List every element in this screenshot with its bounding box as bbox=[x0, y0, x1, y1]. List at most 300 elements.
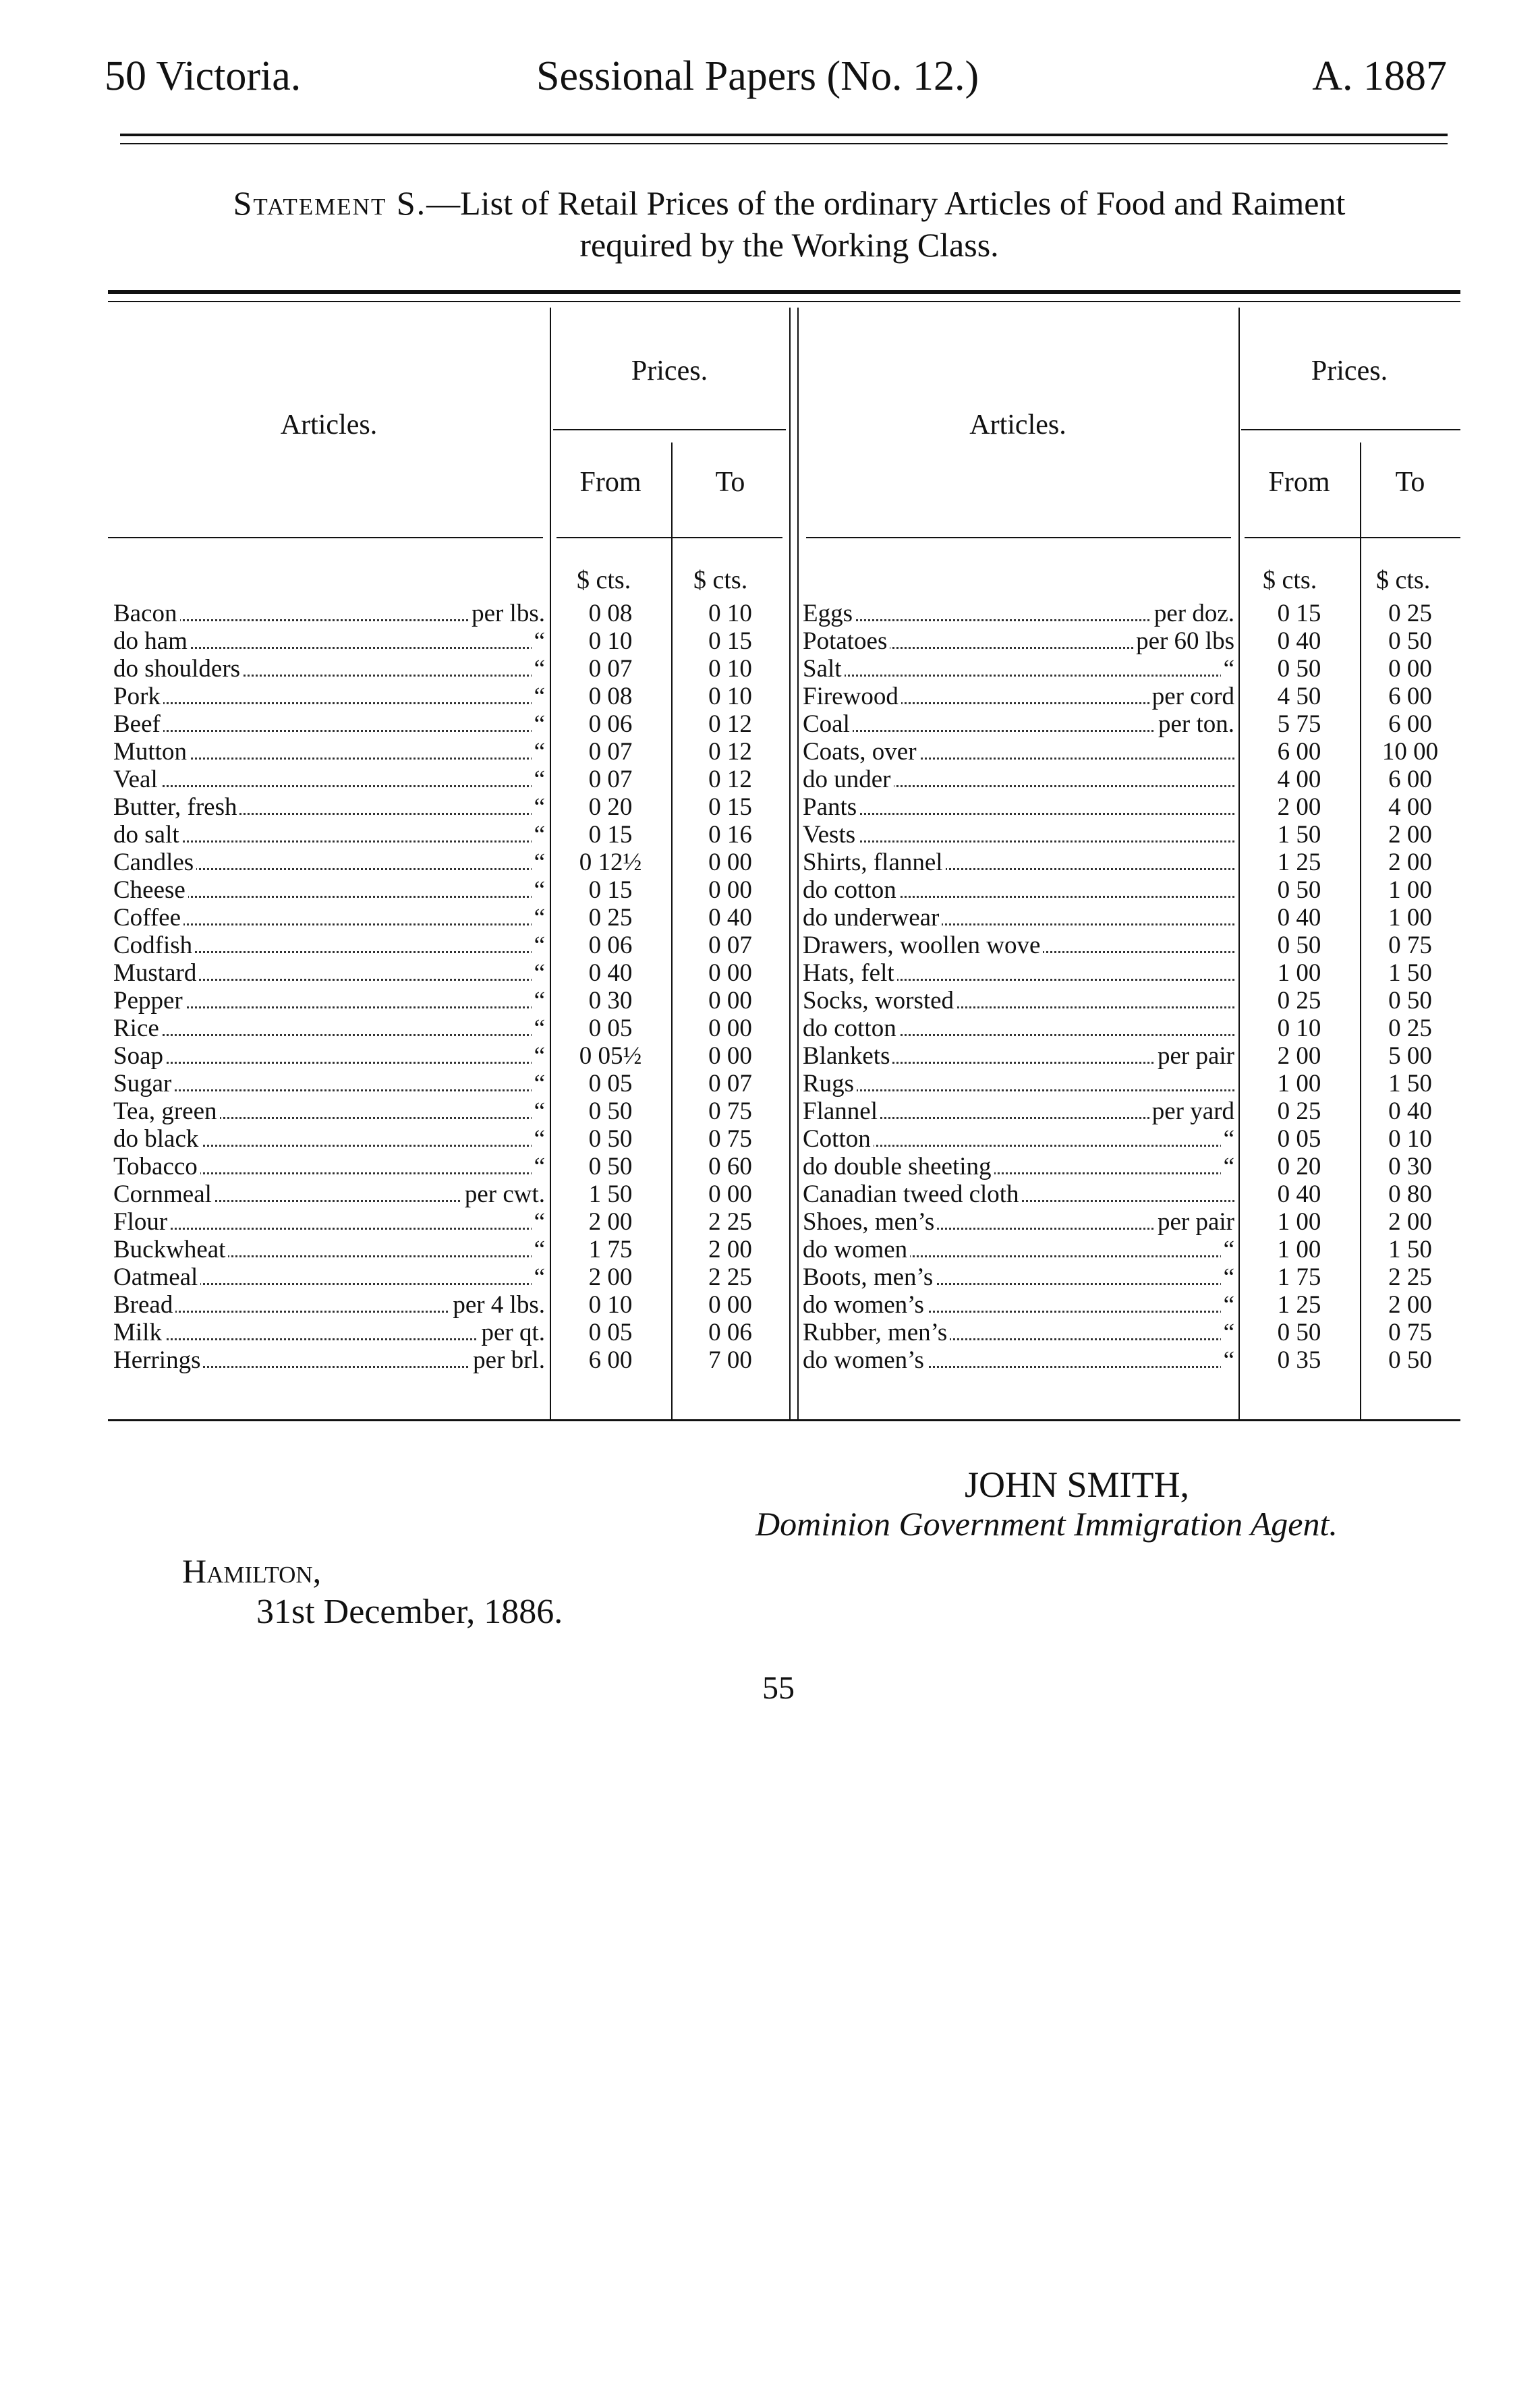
article-name: do ham bbox=[113, 627, 190, 654]
table-row bbox=[108, 1235, 1460, 1263]
article-unit: “ bbox=[532, 1152, 545, 1180]
articles-header: Articles. bbox=[969, 409, 1066, 440]
header-bottom-rule bbox=[108, 537, 543, 538]
article-unit: per 60 lbs bbox=[1133, 627, 1234, 654]
price-from: 0 05 bbox=[588, 1319, 633, 1346]
article-unit: “ bbox=[532, 793, 545, 820]
statement-title-line2: required by the Working Class. bbox=[579, 226, 999, 264]
price-from: 0 05 bbox=[588, 1070, 633, 1097]
price-from: 0 50 bbox=[1277, 932, 1321, 959]
article-cell bbox=[803, 959, 1234, 986]
article-name: Potatoes bbox=[803, 627, 890, 654]
price-to: 2 25 bbox=[708, 1263, 752, 1291]
article-name: do salt bbox=[113, 821, 182, 848]
price-to: 2 00 bbox=[1388, 1291, 1432, 1319]
table-row bbox=[108, 765, 1460, 793]
article-cell bbox=[803, 793, 1234, 820]
article-cell bbox=[803, 627, 1234, 654]
article-name: Mustard bbox=[113, 959, 199, 986]
price-from: 0 20 bbox=[1277, 1153, 1321, 1180]
article-name: Eggs bbox=[803, 600, 855, 627]
article-name: Tobacco bbox=[113, 1153, 200, 1180]
article-unit: per ton. bbox=[1156, 710, 1234, 737]
statement-label: Statement S. bbox=[233, 184, 427, 222]
table-row bbox=[108, 1152, 1460, 1180]
prices-header: Prices. bbox=[631, 355, 708, 387]
price-to: 6 00 bbox=[1388, 683, 1432, 710]
article-cell bbox=[803, 710, 1234, 737]
price-from: 1 25 bbox=[1277, 1291, 1321, 1319]
price-from: 0 30 bbox=[588, 987, 633, 1015]
table-row bbox=[108, 1041, 1460, 1069]
article-cell bbox=[803, 1207, 1234, 1235]
price-from: 0 50 bbox=[588, 1125, 633, 1153]
price-to: 0 50 bbox=[1388, 1346, 1432, 1374]
article-name: Firewood bbox=[803, 683, 901, 710]
article-name: Candles bbox=[113, 849, 196, 876]
table-row bbox=[108, 627, 1460, 654]
article-cell bbox=[803, 903, 1234, 931]
article-name: do cotton bbox=[803, 1015, 899, 1041]
price-to: 2 00 bbox=[1388, 849, 1432, 876]
article-unit: “ bbox=[532, 654, 545, 682]
table-row bbox=[108, 793, 1460, 820]
price-to: 10 00 bbox=[1381, 738, 1439, 766]
article-name: Pepper bbox=[113, 987, 186, 1014]
place: Hamilton, bbox=[182, 1552, 322, 1590]
article-unit: “ bbox=[1221, 1346, 1234, 1373]
table-row bbox=[108, 959, 1460, 986]
article-cell bbox=[803, 1152, 1234, 1180]
article-name: Milk bbox=[113, 1319, 165, 1346]
price-from: 4 00 bbox=[1277, 766, 1321, 793]
article-unit: per cord bbox=[1149, 682, 1234, 710]
table-row bbox=[108, 654, 1460, 682]
table-bottom-rule bbox=[108, 1419, 1460, 1421]
article-name: Hats, felt bbox=[803, 959, 897, 986]
article-name: Herrings bbox=[113, 1346, 203, 1373]
header-bottom-rule bbox=[557, 537, 782, 538]
article-unit: per yard bbox=[1149, 1097, 1234, 1124]
article-cell bbox=[803, 820, 1234, 848]
price-from: 1 00 bbox=[1277, 1070, 1321, 1097]
article-cell bbox=[803, 1180, 1234, 1207]
price-to: 0 10 bbox=[708, 655, 752, 683]
article-name: do shoulders bbox=[113, 655, 243, 682]
price-from: 0 40 bbox=[588, 959, 633, 987]
price-from: 0 25 bbox=[1277, 987, 1321, 1015]
price-from: 0 50 bbox=[588, 1097, 633, 1125]
article-unit: “ bbox=[532, 903, 545, 931]
article-name: do under bbox=[803, 766, 894, 793]
price-from: 2 00 bbox=[588, 1208, 633, 1236]
price-to: 1 50 bbox=[1388, 1236, 1432, 1263]
article-unit: “ bbox=[1221, 1152, 1234, 1180]
page-header bbox=[105, 53, 1447, 107]
article-unit: per doz. bbox=[1151, 599, 1234, 627]
table-row bbox=[108, 1180, 1460, 1207]
article-name: do women’s bbox=[803, 1291, 927, 1318]
price-from: 2 00 bbox=[1277, 793, 1321, 821]
price-from: 0 15 bbox=[1277, 600, 1321, 627]
article-name: Codfish bbox=[113, 932, 195, 959]
price-to: 1 50 bbox=[1388, 1070, 1432, 1097]
article-name: Bread bbox=[113, 1291, 175, 1318]
article-cell bbox=[803, 931, 1234, 959]
table-row bbox=[108, 1069, 1460, 1097]
prices-header: Prices. bbox=[1311, 355, 1388, 387]
price-to: 0 50 bbox=[1388, 987, 1432, 1015]
price-to: 0 25 bbox=[1388, 1015, 1432, 1042]
table-row bbox=[108, 1097, 1460, 1124]
price-to: 0 00 bbox=[708, 1180, 752, 1208]
article-name: Coffee bbox=[113, 904, 183, 931]
price-to: 1 00 bbox=[1388, 904, 1432, 932]
header-rule bbox=[120, 134, 1448, 136]
article-unit: “ bbox=[1221, 1290, 1234, 1318]
table-row bbox=[108, 710, 1460, 737]
article-cell bbox=[803, 1124, 1234, 1152]
article-cell bbox=[803, 876, 1234, 903]
article-cell bbox=[803, 737, 1234, 765]
header-bottom-rule bbox=[1245, 537, 1460, 538]
unit-label: $ cts. bbox=[693, 566, 748, 594]
article-cell bbox=[803, 1318, 1234, 1346]
leader-dots bbox=[803, 1089, 1234, 1091]
from-header: From bbox=[1268, 467, 1330, 498]
article-unit: “ bbox=[532, 820, 545, 848]
price-to: 0 00 bbox=[708, 849, 752, 876]
articles-header: Articles. bbox=[280, 409, 378, 440]
article-unit: “ bbox=[1221, 1124, 1234, 1152]
price-from: 0 35 bbox=[1277, 1346, 1321, 1374]
price-from: 0 05 bbox=[1277, 1125, 1321, 1153]
table-row bbox=[108, 820, 1460, 848]
article-name: Canadian tweed cloth bbox=[803, 1180, 1022, 1207]
price-to: 0 00 bbox=[1388, 655, 1432, 683]
price-to: 2 00 bbox=[1388, 821, 1432, 849]
price-from: 0 25 bbox=[1277, 1097, 1321, 1125]
price-from: 0 06 bbox=[588, 932, 633, 959]
header-bottom-rule bbox=[806, 537, 1231, 538]
table-row bbox=[108, 1318, 1460, 1346]
article-unit: “ bbox=[1221, 654, 1234, 682]
prices-rule bbox=[1241, 429, 1460, 430]
table-row bbox=[108, 931, 1460, 959]
article-cell bbox=[803, 1290, 1234, 1318]
price-from: 6 00 bbox=[588, 1346, 633, 1374]
price-to: 0 00 bbox=[708, 987, 752, 1015]
article-name: Salt bbox=[803, 655, 845, 682]
table-row bbox=[108, 737, 1460, 765]
price-to: 0 75 bbox=[1388, 932, 1432, 959]
to-header: To bbox=[1395, 467, 1425, 498]
price-to: 0 06 bbox=[708, 1319, 752, 1346]
price-to: 0 07 bbox=[708, 1070, 752, 1097]
price-from: 0 40 bbox=[1277, 904, 1321, 932]
price-to: 0 80 bbox=[1388, 1180, 1432, 1208]
article-cell bbox=[803, 654, 1234, 682]
price-from: 5 75 bbox=[1277, 710, 1321, 738]
article-cell bbox=[803, 986, 1234, 1014]
price-to: 0 15 bbox=[708, 627, 752, 655]
article-cell bbox=[803, 1346, 1234, 1373]
unit-label: $ cts. bbox=[1376, 566, 1431, 594]
article-name: Flour bbox=[113, 1208, 170, 1235]
table-row bbox=[108, 1263, 1460, 1290]
article-unit: “ bbox=[1221, 1263, 1234, 1290]
price-to: 0 00 bbox=[708, 1015, 752, 1042]
article-unit: “ bbox=[532, 1041, 545, 1069]
article-unit: “ bbox=[532, 931, 545, 959]
price-to: 1 50 bbox=[1388, 959, 1432, 987]
price-to: 0 40 bbox=[1388, 1097, 1432, 1125]
article-cell bbox=[803, 1041, 1234, 1069]
price-from: 0 07 bbox=[588, 738, 633, 766]
price-from: 0 05½ bbox=[579, 1042, 642, 1070]
leader-dots bbox=[803, 675, 1234, 677]
price-from: 0 15 bbox=[588, 876, 633, 904]
price-from: 1 00 bbox=[1277, 1236, 1321, 1263]
article-cell bbox=[803, 1097, 1234, 1124]
price-to: 0 12 bbox=[708, 766, 752, 793]
price-to: 0 00 bbox=[708, 959, 752, 987]
table-row bbox=[108, 876, 1460, 903]
price-from: 0 10 bbox=[1277, 1015, 1321, 1042]
price-from: 0 07 bbox=[588, 766, 633, 793]
price-from: 0 50 bbox=[1277, 1319, 1321, 1346]
article-name: do double sheeting bbox=[803, 1153, 994, 1180]
article-name: Rugs bbox=[803, 1070, 857, 1097]
statement-title-line1: —List of Retail Prices of the ordinary Articles of Food and Raiment bbox=[426, 184, 1346, 222]
article-name: Flannel bbox=[803, 1097, 880, 1124]
price-to: 6 00 bbox=[1388, 710, 1432, 738]
price-from: 1 00 bbox=[1277, 959, 1321, 987]
table-row bbox=[108, 599, 1460, 627]
price-to: 0 75 bbox=[708, 1125, 752, 1153]
price-to: 0 00 bbox=[708, 876, 752, 904]
article-unit: “ bbox=[532, 682, 545, 710]
article-unit: “ bbox=[532, 986, 545, 1014]
page-number: 55 bbox=[762, 1670, 795, 1706]
article-name: Cornmeal bbox=[113, 1180, 215, 1207]
price-from: 0 15 bbox=[588, 821, 633, 849]
article-unit: “ bbox=[1221, 1318, 1234, 1346]
signatory-name: JOHN SMITH, bbox=[965, 1464, 1190, 1505]
price-to: 6 00 bbox=[1388, 766, 1432, 793]
article-name: Shoes, men’s bbox=[803, 1208, 937, 1235]
article-unit: per pair bbox=[1155, 1207, 1234, 1235]
article-name: do women bbox=[803, 1236, 910, 1263]
price-to: 2 25 bbox=[708, 1208, 752, 1236]
price-to: 0 10 bbox=[708, 683, 752, 710]
prices-rule bbox=[553, 429, 786, 430]
table-row bbox=[108, 682, 1460, 710]
from-header: From bbox=[579, 467, 641, 498]
article-name: Shirts, flannel bbox=[803, 849, 946, 876]
article-name: Coal bbox=[803, 710, 853, 737]
article-cell bbox=[803, 765, 1234, 793]
price-from: 0 07 bbox=[588, 655, 633, 683]
article-unit: per qt. bbox=[478, 1318, 545, 1346]
article-unit: per 4 lbs. bbox=[450, 1290, 545, 1318]
price-table bbox=[108, 308, 1460, 1421]
article-name: Vests bbox=[803, 821, 858, 848]
publication-label: Sessional Papers (No. 12.) bbox=[536, 53, 979, 99]
article-name: Pants bbox=[803, 793, 859, 820]
article-unit: “ bbox=[532, 1263, 545, 1290]
price-from: 0 12½ bbox=[579, 849, 642, 876]
price-to: 0 12 bbox=[708, 710, 752, 738]
table-row bbox=[108, 1014, 1460, 1041]
article-name: Oatmeal bbox=[113, 1263, 200, 1290]
price-from: 0 08 bbox=[588, 600, 633, 627]
article-cell bbox=[803, 1069, 1234, 1097]
leader-dots bbox=[803, 813, 1234, 815]
article-name: do underwear bbox=[803, 904, 942, 931]
price-from: 0 06 bbox=[588, 710, 633, 738]
article-name: Beef bbox=[113, 710, 163, 737]
article-name: Socks, worsted bbox=[803, 987, 957, 1014]
price-from: 1 50 bbox=[1277, 821, 1321, 849]
price-from: 1 75 bbox=[588, 1236, 633, 1263]
article-name: Mutton bbox=[113, 738, 190, 765]
price-from: 0 50 bbox=[588, 1153, 633, 1180]
price-from: 1 50 bbox=[588, 1180, 633, 1208]
price-from: 0 05 bbox=[588, 1015, 633, 1042]
price-to: 2 25 bbox=[1388, 1263, 1432, 1291]
price-to: 0 10 bbox=[708, 600, 752, 627]
unit-label: $ cts. bbox=[577, 566, 631, 594]
article-cell bbox=[803, 682, 1234, 710]
table-row bbox=[108, 903, 1460, 931]
table-row bbox=[108, 1290, 1460, 1318]
article-unit: “ bbox=[532, 1124, 545, 1152]
article-cell bbox=[803, 1263, 1234, 1290]
article-name: do cotton bbox=[803, 876, 899, 903]
date: 31st December, 1886. bbox=[256, 1593, 563, 1631]
price-from: 0 10 bbox=[588, 1291, 633, 1319]
price-from: 0 50 bbox=[1277, 876, 1321, 904]
session-label: 50 Victoria. bbox=[105, 53, 302, 99]
signatory-title: Dominion Government Immigration Agent. bbox=[755, 1505, 1338, 1543]
price-from: 0 25 bbox=[588, 904, 633, 932]
article-name: Blankets bbox=[803, 1042, 892, 1069]
price-to: 4 00 bbox=[1388, 793, 1432, 821]
article-name: Boots, men’s bbox=[803, 1263, 936, 1290]
unit-label: $ cts. bbox=[1263, 566, 1317, 594]
price-from: 2 00 bbox=[588, 1263, 633, 1291]
leader-dots bbox=[803, 840, 1234, 843]
article-name: Cheese bbox=[113, 876, 188, 903]
price-from: 0 20 bbox=[588, 793, 633, 821]
article-unit: “ bbox=[532, 737, 545, 765]
price-to: 0 15 bbox=[708, 793, 752, 821]
price-to: 2 00 bbox=[708, 1236, 752, 1263]
price-to: 0 07 bbox=[708, 932, 752, 959]
price-from: 0 40 bbox=[1277, 627, 1321, 655]
table-row bbox=[108, 1124, 1460, 1152]
article-unit: “ bbox=[532, 1235, 545, 1263]
price-from: 0 50 bbox=[1277, 655, 1321, 683]
article-name: Bacon bbox=[113, 600, 180, 627]
statement-title bbox=[118, 182, 1460, 266]
price-from: 0 08 bbox=[588, 683, 633, 710]
price-to: 2 00 bbox=[1388, 1208, 1432, 1236]
price-to: 0 10 bbox=[1388, 1125, 1432, 1153]
article-name: Sugar bbox=[113, 1070, 174, 1097]
article-cell bbox=[803, 848, 1234, 876]
price-to: 0 25 bbox=[1388, 600, 1432, 627]
price-to: 0 75 bbox=[708, 1097, 752, 1125]
table-row bbox=[108, 848, 1460, 876]
article-name: Butter, fresh bbox=[113, 793, 239, 820]
article-name: Pork bbox=[113, 683, 163, 710]
price-from: 0 40 bbox=[1277, 1180, 1321, 1208]
table-row bbox=[108, 1346, 1460, 1373]
article-name: do women’s bbox=[803, 1346, 927, 1373]
price-to: 1 00 bbox=[1388, 876, 1432, 904]
table-top-rule bbox=[108, 290, 1460, 294]
article-name: Coats, over bbox=[803, 738, 919, 765]
price-to: 0 40 bbox=[708, 904, 752, 932]
price-to: 0 12 bbox=[708, 738, 752, 766]
article-cell bbox=[803, 1235, 1234, 1263]
price-from: 1 00 bbox=[1277, 1208, 1321, 1236]
article-name: Rubber, men’s bbox=[803, 1319, 950, 1346]
article-unit: “ bbox=[532, 1207, 545, 1235]
price-from: 4 50 bbox=[1277, 683, 1321, 710]
article-unit: “ bbox=[532, 876, 545, 903]
price-to: 0 50 bbox=[1388, 627, 1432, 655]
article-unit: “ bbox=[532, 1014, 545, 1041]
price-to: 0 16 bbox=[708, 821, 752, 849]
price-to: 0 30 bbox=[1388, 1153, 1432, 1180]
price-to: 0 60 bbox=[708, 1153, 752, 1180]
article-unit: “ bbox=[532, 710, 545, 737]
article-unit: “ bbox=[532, 1069, 545, 1097]
article-unit: “ bbox=[532, 848, 545, 876]
article-unit: per lbs. bbox=[469, 599, 545, 627]
price-to: 0 75 bbox=[1388, 1319, 1432, 1346]
year-label: A. 1887 bbox=[1312, 53, 1447, 99]
article-unit: “ bbox=[532, 959, 545, 986]
article-cell bbox=[803, 1014, 1234, 1041]
article-unit: per brl. bbox=[470, 1346, 545, 1373]
to-header: To bbox=[715, 467, 745, 498]
price-from: 2 00 bbox=[1277, 1042, 1321, 1070]
article-name: Tea, green bbox=[113, 1097, 220, 1124]
article-unit: per pair bbox=[1155, 1041, 1234, 1069]
article-name: Rice bbox=[113, 1015, 162, 1041]
article-name: Soap bbox=[113, 1042, 166, 1069]
price-from: 0 10 bbox=[588, 627, 633, 655]
article-unit: per cwt. bbox=[462, 1180, 545, 1207]
price-to: 5 00 bbox=[1388, 1042, 1432, 1070]
price-from: 6 00 bbox=[1277, 738, 1321, 766]
price-from: 1 25 bbox=[1277, 849, 1321, 876]
article-cell bbox=[803, 599, 1234, 627]
article-name: Veal bbox=[113, 766, 161, 793]
table-top-rule-thin bbox=[108, 301, 1460, 302]
price-to: 0 00 bbox=[708, 1042, 752, 1070]
price-to: 0 00 bbox=[708, 1291, 752, 1319]
article-name: do black bbox=[113, 1125, 201, 1152]
price-to: 7 00 bbox=[708, 1346, 752, 1374]
header-rule-thin bbox=[120, 143, 1448, 144]
table-row bbox=[108, 1207, 1460, 1235]
article-name: Drawers, woollen wove bbox=[803, 932, 1043, 959]
